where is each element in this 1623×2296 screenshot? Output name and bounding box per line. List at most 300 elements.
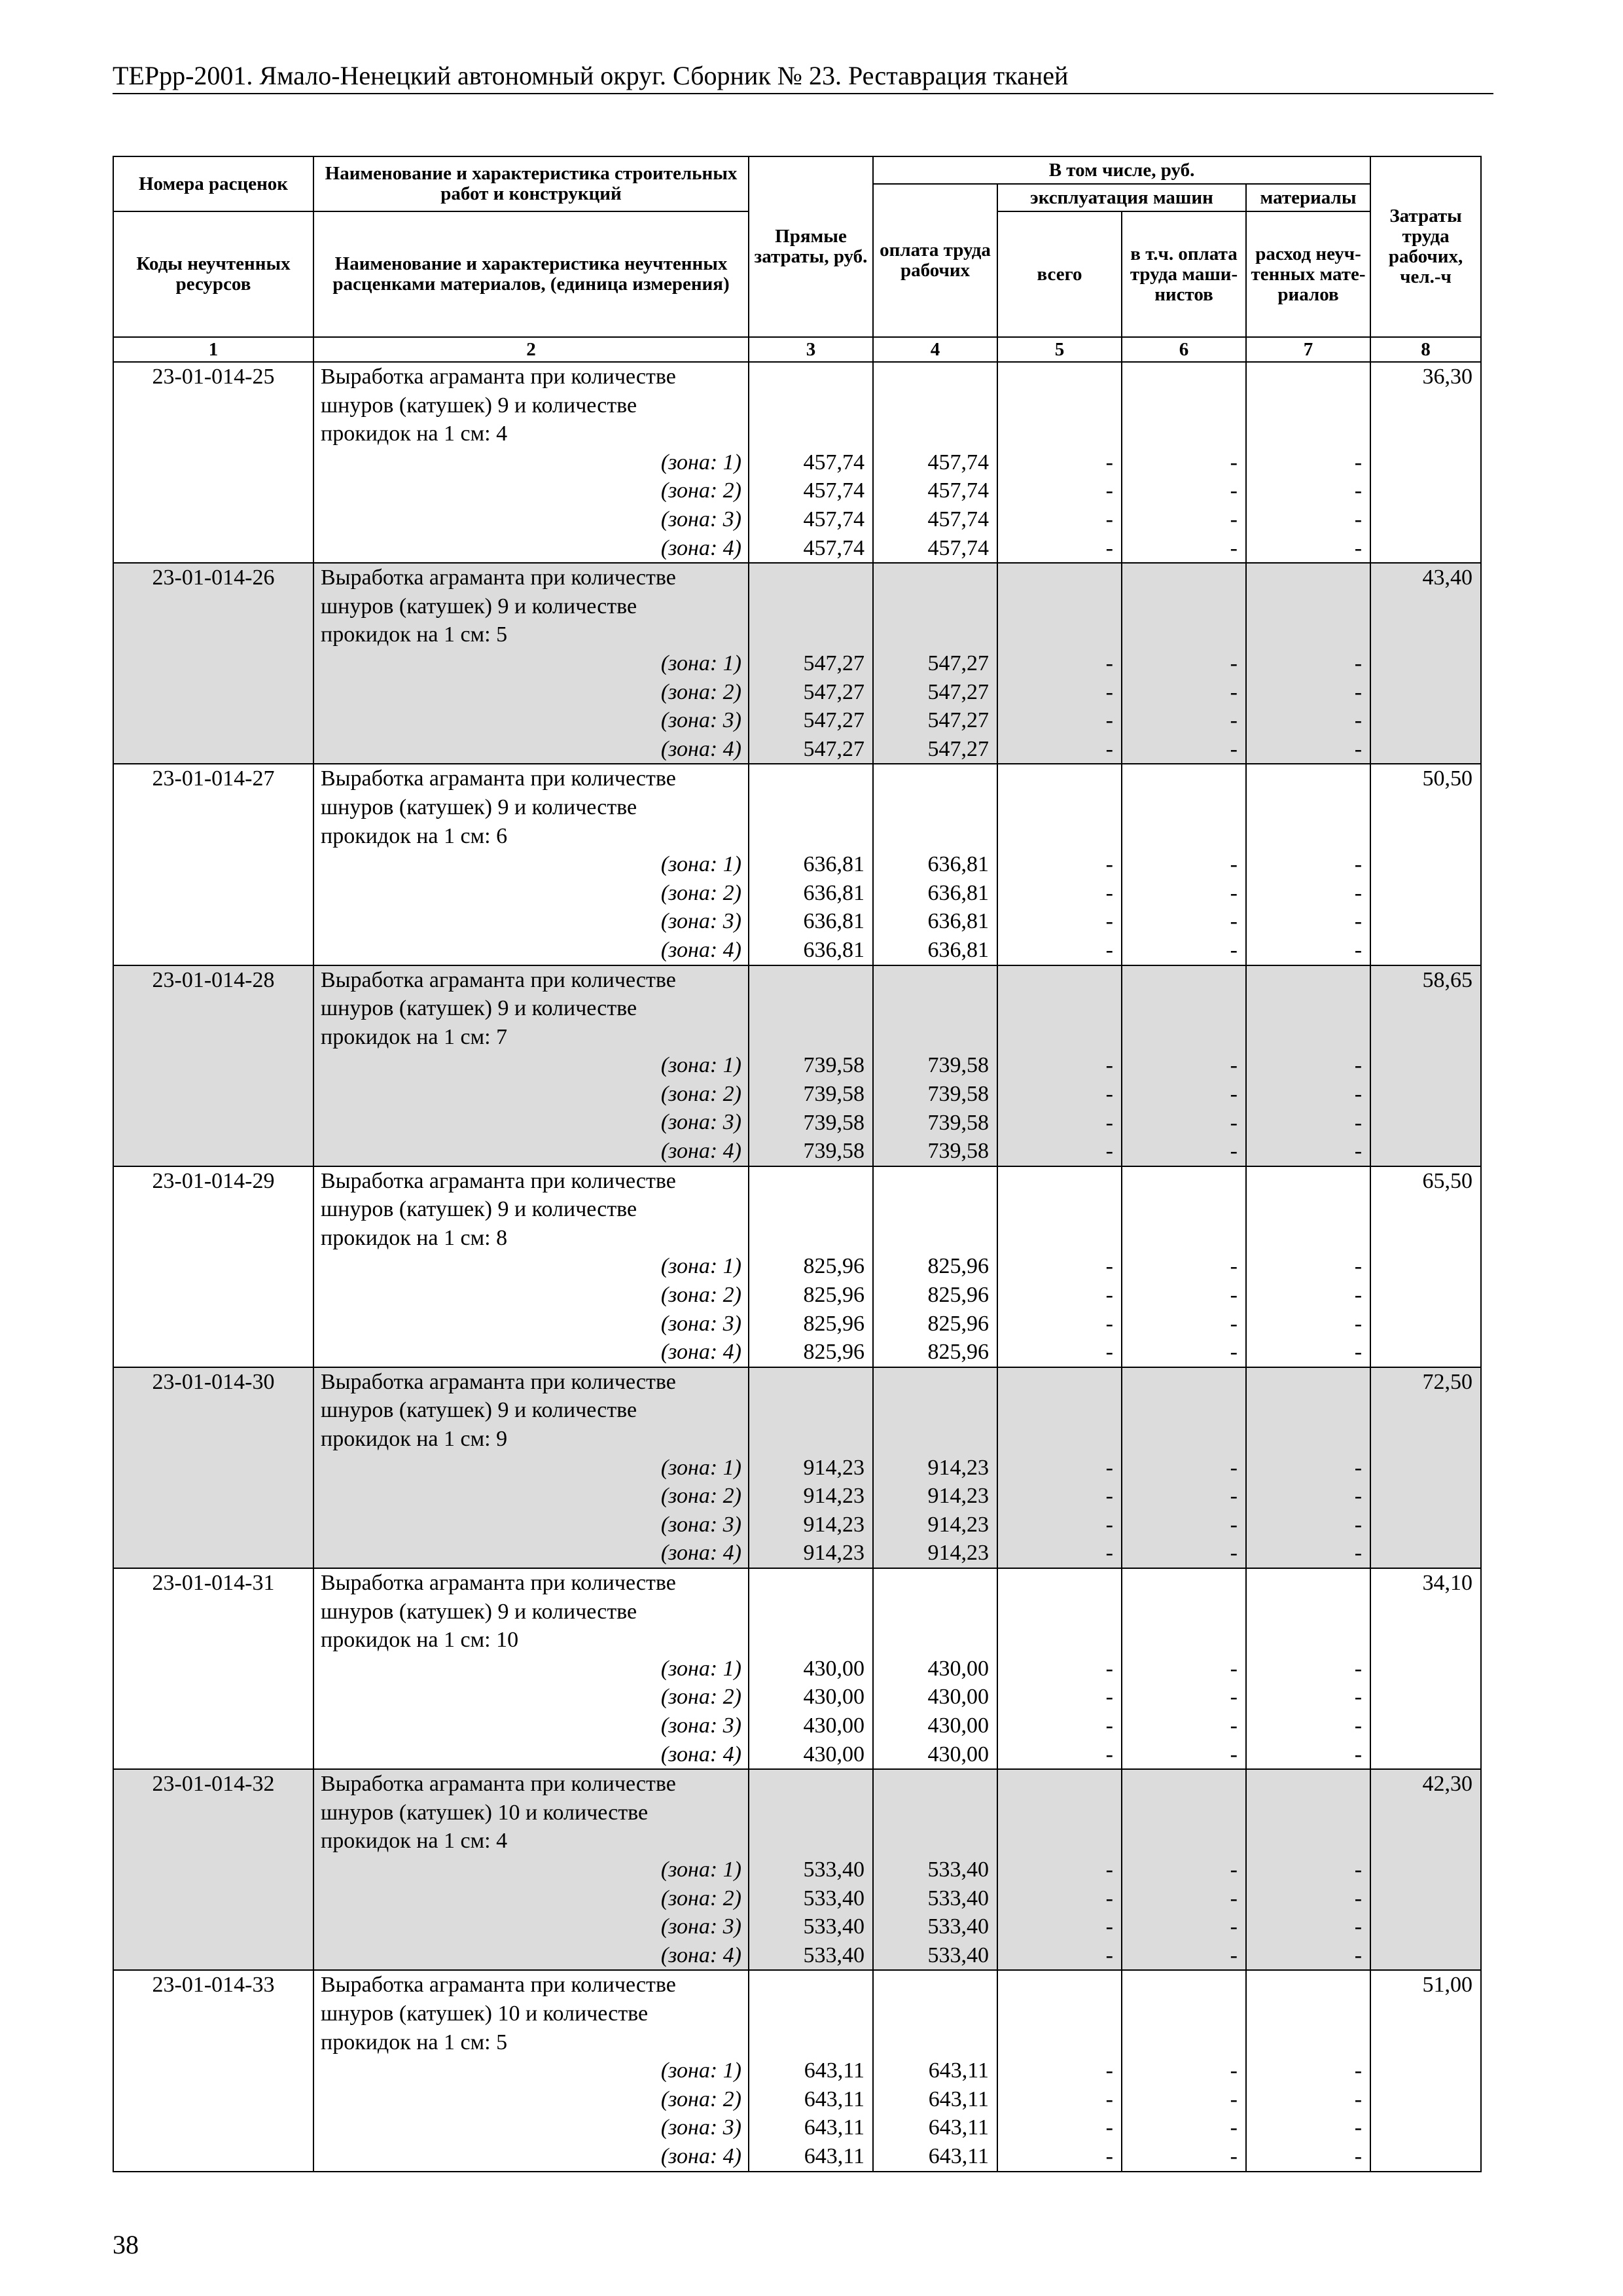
direct-cost-cell: [749, 764, 873, 965]
table-row: [113, 1769, 1481, 1970]
wage-cost: 636,81: [927, 937, 989, 962]
direct-cost: 430,00: [803, 1685, 865, 1710]
description-text: Выработка аграманта при количестве шнуров (катушек) 10 и количестве прокидок на 1 см: 4: [321, 1772, 676, 1854]
operator-wage: -: [1230, 1455, 1238, 1480]
direct-cost: 533,40: [803, 1943, 865, 1967]
zone-label: (зона: 4): [660, 1943, 741, 1967]
rate-description: [313, 1166, 749, 1367]
zone-label: (зона: 1): [660, 450, 741, 475]
wage-cost: 825,96: [927, 1283, 989, 1308]
materials-consumption-cell: [1246, 563, 1370, 764]
table-row: [113, 965, 1481, 1166]
rate-code-text: 23-01-014-26: [152, 565, 275, 590]
machines-total: -: [1105, 909, 1113, 934]
labor-cost: 34,10: [1422, 1571, 1473, 1596]
zone-label: (зона: 2): [660, 2087, 741, 2111]
wage-cost: 533,40: [927, 1943, 989, 1967]
labor-cost-cell: [1370, 1970, 1481, 2171]
direct-cost: 825,96: [803, 1254, 865, 1279]
zone-label: (зона: 3): [660, 1914, 741, 1939]
zone-label: (зона: 3): [660, 1311, 741, 1336]
machines-total-cell: [997, 1367, 1122, 1568]
zone-label: (зона: 2): [660, 1886, 741, 1910]
materials-consumption: -: [1354, 1254, 1363, 1279]
table-row: [113, 1568, 1481, 1769]
zone-label: (зона: 2): [660, 880, 741, 905]
zone-label: (зона: 2): [660, 1283, 741, 1308]
zone-label: (зона: 3): [660, 708, 741, 733]
operator-wage: -: [1230, 1139, 1238, 1164]
wage-cost: 430,00: [927, 1713, 989, 1738]
table-row: [113, 1970, 1481, 2171]
wage-cost: 914,23: [927, 1484, 989, 1509]
direct-cost: 533,40: [803, 1886, 865, 1910]
header-labor-costs: Затраты труда рабочих, чел.-ч: [1370, 156, 1481, 337]
zone-label: (зона: 4): [660, 1742, 741, 1767]
direct-cost: 914,23: [803, 1484, 865, 1509]
materials-consumption: -: [1354, 1340, 1363, 1365]
materials-consumption: -: [1354, 1857, 1363, 1882]
rate-code-text: 23-01-014-29: [152, 1168, 275, 1193]
rate-description: [313, 563, 749, 764]
zone-label: (зона: 1): [660, 651, 741, 675]
description-text: Выработка аграманта при количестве шнуров (катушек) 10 и количестве прокидок на 1 см: 5: [321, 1973, 676, 2054]
direct-cost-cell: [749, 1568, 873, 1769]
table-row: [113, 362, 1481, 563]
table-row: [113, 1367, 1481, 1568]
direct-cost: 636,81: [803, 852, 865, 877]
direct-cost: 636,81: [803, 880, 865, 905]
machines-total: -: [1105, 708, 1113, 733]
operator-wage: -: [1230, 852, 1238, 877]
operator-wage: -: [1230, 937, 1238, 962]
wage-cost-cell: [873, 965, 997, 1166]
wage-cost: 825,96: [927, 1340, 989, 1365]
operator-wage: -: [1230, 1886, 1238, 1910]
operator-wage: -: [1230, 1254, 1238, 1279]
direct-cost: 825,96: [803, 1340, 865, 1365]
materials-consumption: -: [1354, 909, 1363, 934]
wage-cost-cell: [873, 1568, 997, 1769]
operator-wage-cell: [1122, 764, 1246, 965]
materials-consumption: -: [1354, 1943, 1363, 1967]
machines-total: -: [1105, 478, 1113, 503]
wage-cost: 533,40: [927, 1857, 989, 1882]
wage-cost: 643,11: [928, 2115, 989, 2140]
operator-wage: -: [1230, 1512, 1238, 1537]
direct-cost: 457,74: [803, 478, 865, 503]
materials-consumption: -: [1354, 2087, 1363, 2111]
machines-total-cell: [997, 965, 1122, 1166]
wage-cost-cell: [873, 1367, 997, 1568]
machines-total: -: [1105, 450, 1113, 475]
machines-total: -: [1105, 2058, 1113, 2083]
direct-cost: 547,27: [803, 708, 865, 733]
zone-label: (зона: 2): [660, 478, 741, 503]
direct-cost: 457,74: [803, 507, 865, 531]
wage-cost-cell: [873, 362, 997, 563]
operator-wage: -: [1230, 1541, 1238, 1566]
rate-group: [113, 362, 1481, 563]
machines-total: -: [1105, 1254, 1113, 1279]
operator-wage-cell: [1122, 1970, 1246, 2171]
rate-code-text: 23-01-014-25: [152, 365, 275, 389]
rate-code-text: 23-01-014-28: [152, 967, 275, 992]
direct-cost: 739,58: [803, 1053, 865, 1078]
machines-total: -: [1105, 1311, 1113, 1336]
rate-description: [313, 1769, 749, 1970]
rate-group: [113, 965, 1481, 1166]
table-row: [113, 563, 1481, 764]
materials-consumption: -: [1354, 450, 1363, 475]
machines-total-cell: [997, 1970, 1122, 2171]
header-machines-total: всего: [997, 211, 1122, 337]
materials-consumption: -: [1354, 478, 1363, 503]
header-machines: эксплуатация машин: [997, 184, 1246, 211]
machines-total-cell: [997, 1568, 1122, 1769]
materials-consumption-cell: [1246, 764, 1370, 965]
wage-cost-cell: [873, 1769, 997, 1970]
machines-total: -: [1105, 1857, 1113, 1882]
materials-consumption: -: [1354, 651, 1363, 675]
zone-label: (зона: 3): [660, 1512, 741, 1537]
rates-table: [113, 156, 1482, 2172]
wage-cost: 636,81: [927, 852, 989, 877]
direct-cost: 547,27: [803, 679, 865, 704]
machines-total-cell: [997, 1166, 1122, 1367]
direct-cost: 914,23: [803, 1455, 865, 1480]
materials-consumption: -: [1354, 852, 1363, 877]
zone-label: (зона: 4): [660, 1340, 741, 1365]
materials-consumption-cell: [1246, 965, 1370, 1166]
direct-cost: 457,74: [803, 535, 865, 560]
materials-consumption: -: [1354, 2144, 1363, 2168]
machines-total: -: [1105, 679, 1113, 704]
description-text: Выработка аграманта при количестве шнуров (катушек) 9 и количестве прокидок на 1 см: 9: [321, 1369, 676, 1452]
direct-cost: 636,81: [803, 909, 865, 934]
direct-cost: 643,11: [804, 2115, 865, 2140]
materials-consumption: -: [1354, 1512, 1363, 1537]
labor-cost-cell: [1370, 1367, 1481, 1568]
column-number: 6: [1122, 337, 1246, 362]
rate-code: [113, 965, 313, 1166]
operator-wage-cell: [1122, 965, 1246, 1166]
direct-cost-cell: [749, 1970, 873, 2171]
rate-description: [313, 764, 749, 965]
wage-cost: 825,96: [927, 1311, 989, 1336]
operator-wage: -: [1230, 1110, 1238, 1135]
materials-consumption: -: [1354, 708, 1363, 733]
direct-cost: 739,58: [803, 1139, 865, 1164]
rate-code: [113, 1970, 313, 2171]
materials-consumption: -: [1354, 1484, 1363, 1509]
wage-cost: 457,74: [927, 478, 989, 503]
zone-label: (зона: 1): [660, 1455, 741, 1480]
machines-total: -: [1105, 1685, 1113, 1710]
description-text: Выработка аграманта при количестве шнуров (катушек) 9 и количестве прокидок на 1 см: 10: [321, 1571, 676, 1653]
rate-code: [113, 1166, 313, 1367]
column-number: 2: [313, 337, 749, 362]
header-wages: оплата труда рабочих: [873, 184, 997, 337]
zone-label: (зона: 3): [660, 507, 741, 531]
labor-cost-cell: [1370, 1568, 1481, 1769]
wage-cost: 739,58: [927, 1110, 989, 1135]
machines-total-cell: [997, 362, 1122, 563]
column-number: 7: [1246, 337, 1370, 362]
materials-consumption: -: [1354, 1656, 1363, 1681]
direct-cost: 739,58: [803, 1110, 865, 1135]
header-resource-codes: Коды неучтенных ресурсов: [113, 211, 313, 337]
wage-cost: 430,00: [927, 1656, 989, 1681]
materials-consumption-cell: [1246, 1367, 1370, 1568]
description-text: Выработка аграманта при количестве шнуров (катушек) 9 и количестве прокидок на 1 см: 8: [321, 1168, 676, 1250]
operator-wage: -: [1230, 1283, 1238, 1308]
rate-code: [113, 1769, 313, 1970]
operator-wage-cell: [1122, 1769, 1246, 1970]
wage-cost: 914,23: [927, 1455, 989, 1480]
operator-wage-cell: [1122, 563, 1246, 764]
column-number: 5: [997, 337, 1122, 362]
rate-description: [313, 1970, 749, 2171]
operator-wage: -: [1230, 679, 1238, 704]
direct-cost-cell: [749, 1166, 873, 1367]
rate-group: [113, 1568, 1481, 1769]
operator-wage: -: [1230, 1081, 1238, 1106]
zone-label: (зона: 4): [660, 1541, 741, 1566]
rate-code: [113, 1568, 313, 1769]
rate-group: [113, 1970, 1481, 2171]
rate-description: [313, 362, 749, 563]
zone-label: (зона: 1): [660, 1857, 741, 1882]
wage-cost: 739,58: [927, 1053, 989, 1078]
machines-total-cell: [997, 1769, 1122, 1970]
labor-cost-cell: [1370, 965, 1481, 1166]
direct-cost: 643,11: [804, 2087, 865, 2111]
operator-wage: -: [1230, 1943, 1238, 1967]
machines-total: -: [1105, 1340, 1113, 1365]
wage-cost: 643,11: [928, 2058, 989, 2083]
materials-consumption: -: [1354, 1886, 1363, 1910]
materials-consumption: -: [1354, 535, 1363, 560]
column-number: 8: [1370, 337, 1481, 362]
labor-cost: 58,65: [1422, 967, 1473, 992]
materials-consumption: -: [1354, 1713, 1363, 1738]
description-text: Выработка аграманта при количестве шнуров (катушек) 9 и количестве прокидок на 1 см: 6: [321, 766, 676, 848]
machines-total: -: [1105, 880, 1113, 905]
labor-cost-cell: [1370, 362, 1481, 563]
rate-group: [113, 1769, 1481, 1970]
wage-cost: 547,27: [927, 679, 989, 704]
direct-cost: 825,96: [803, 1283, 865, 1308]
page-header: ТЕРрр-2001. Ямало-Ненецкий автономный округ. Сборник № 23. Реставрация тканей: [113, 60, 1493, 94]
materials-consumption: -: [1354, 1742, 1363, 1767]
zone-label: (зона: 3): [660, 909, 741, 934]
wage-cost: 739,58: [927, 1081, 989, 1106]
operator-wage: -: [1230, 1311, 1238, 1336]
page-number: 38: [113, 2230, 139, 2259]
header-material-consumption: расход неуч- тенных мате- риалов: [1246, 211, 1370, 337]
machines-total: -: [1105, 1656, 1113, 1681]
materials-consumption: -: [1354, 1914, 1363, 1939]
materials-consumption-cell: [1246, 1166, 1370, 1367]
zone-label: (зона: 4): [660, 535, 741, 560]
table-row: [113, 764, 1481, 965]
materials-consumption: -: [1354, 1139, 1363, 1164]
zone-label: (зона: 1): [660, 1254, 741, 1279]
machines-total: -: [1105, 1283, 1113, 1308]
materials-consumption-cell: [1246, 1769, 1370, 1970]
labor-cost-cell: [1370, 1166, 1481, 1367]
header-rate-numbers: Номера расценок: [113, 156, 313, 211]
direct-cost: 533,40: [803, 1914, 865, 1939]
column-number: 1: [113, 337, 313, 362]
zone-label: (зона: 4): [660, 1139, 741, 1164]
rate-code-text: 23-01-014-32: [152, 1772, 275, 1797]
direct-cost: 533,40: [803, 1857, 865, 1882]
operator-wage: -: [1230, 450, 1238, 475]
machines-total: -: [1105, 1512, 1113, 1537]
direct-cost: 457,74: [803, 450, 865, 475]
wage-cost: 914,23: [927, 1541, 989, 1566]
operator-wage: -: [1230, 880, 1238, 905]
direct-cost: 430,00: [803, 1656, 865, 1681]
table-header: [113, 156, 1481, 362]
materials-consumption: -: [1354, 1541, 1363, 1566]
rate-code: [113, 1367, 313, 1568]
materials-consumption: -: [1354, 1455, 1363, 1480]
operator-wage: -: [1230, 708, 1238, 733]
machines-total: -: [1105, 1455, 1113, 1480]
direct-cost: 643,11: [804, 2144, 865, 2168]
column-numbers-row: [113, 337, 1481, 362]
wage-cost: 914,23: [927, 1512, 989, 1537]
machines-total-cell: [997, 764, 1122, 965]
zone-label: (зона: 4): [660, 937, 741, 962]
labor-cost-cell: [1370, 764, 1481, 965]
wage-cost-cell: [873, 563, 997, 764]
wage-cost: 636,81: [927, 880, 989, 905]
rate-description: [313, 1568, 749, 1769]
materials-consumption: -: [1354, 679, 1363, 704]
wage-cost: 457,74: [927, 450, 989, 475]
header-including: В том числе, руб.: [873, 156, 1370, 184]
header-materials: материалы: [1246, 184, 1370, 211]
labor-cost-cell: [1370, 563, 1481, 764]
labor-cost: 43,40: [1422, 565, 1473, 590]
rate-code-text: 23-01-014-31: [152, 1571, 275, 1596]
operator-wage: -: [1230, 1914, 1238, 1939]
machines-total: -: [1105, 2115, 1113, 2140]
direct-cost: 547,27: [803, 651, 865, 675]
operator-wage: -: [1230, 1857, 1238, 1882]
direct-cost: 430,00: [803, 1742, 865, 1767]
direct-cost-cell: [749, 1769, 873, 1970]
machines-total: -: [1105, 2144, 1113, 2168]
direct-cost-cell: [749, 965, 873, 1166]
operator-wage: -: [1230, 909, 1238, 934]
rate-code-text: 23-01-014-30: [152, 1369, 275, 1394]
direct-cost: 914,23: [803, 1541, 865, 1566]
direct-cost: 547,27: [803, 736, 865, 761]
machines-total: -: [1105, 1484, 1113, 1509]
operator-wage: -: [1230, 1685, 1238, 1710]
wage-cost: 825,96: [927, 1254, 989, 1279]
labor-cost: 36,30: [1422, 365, 1473, 389]
machines-total: -: [1105, 1081, 1113, 1106]
labor-cost: 72,50: [1422, 1369, 1473, 1394]
wage-cost: 643,11: [928, 2144, 989, 2168]
wage-cost: 457,74: [927, 535, 989, 560]
materials-consumption: -: [1354, 1283, 1363, 1308]
direct-cost-cell: [749, 1367, 873, 1568]
operator-wage: -: [1230, 1053, 1238, 1078]
zone-label: (зона: 2): [660, 679, 741, 704]
operator-wage: -: [1230, 2115, 1238, 2140]
machines-total: -: [1105, 535, 1113, 560]
operator-wage: -: [1230, 507, 1238, 531]
operator-wage: -: [1230, 1484, 1238, 1509]
rate-code: [113, 764, 313, 965]
machines-total: -: [1105, 1713, 1113, 1738]
zone-label: (зона: 1): [660, 1053, 741, 1078]
rate-group: [113, 1367, 1481, 1568]
materials-consumption-cell: [1246, 1568, 1370, 1769]
wage-cost: 430,00: [927, 1685, 989, 1710]
materials-consumption: -: [1354, 2058, 1363, 2083]
machines-total: -: [1105, 937, 1113, 962]
description-text: Выработка аграманта при количестве шнуров (катушек) 9 и количестве прокидок на 1 см: 5: [321, 565, 676, 647]
machines-total: -: [1105, 507, 1113, 531]
zone-label: (зона: 2): [660, 1081, 741, 1106]
wage-cost: 636,81: [927, 909, 989, 934]
wage-cost-cell: [873, 1970, 997, 2171]
materials-consumption: -: [1354, 937, 1363, 962]
materials-consumption: -: [1354, 1081, 1363, 1106]
direct-cost: 643,11: [804, 2058, 865, 2083]
operator-wage-cell: [1122, 1568, 1246, 1769]
direct-cost: 739,58: [803, 1081, 865, 1106]
direct-cost-cell: [749, 362, 873, 563]
operator-wage: -: [1230, 736, 1238, 761]
wage-cost: 533,40: [927, 1914, 989, 1939]
rate-group: [113, 764, 1481, 965]
zone-label: (зона: 3): [660, 2115, 741, 2140]
machines-total: -: [1105, 1053, 1113, 1078]
zone-label: (зона: 2): [660, 1484, 741, 1509]
labor-cost-cell: [1370, 1769, 1481, 1970]
wage-cost: 739,58: [927, 1139, 989, 1164]
operator-wage: -: [1230, 2058, 1238, 2083]
direct-cost: 914,23: [803, 1512, 865, 1537]
machines-total: -: [1105, 1886, 1113, 1910]
zone-label: (зона: 1): [660, 1656, 741, 1681]
operator-wage: -: [1230, 2144, 1238, 2168]
materials-consumption: -: [1354, 1311, 1363, 1336]
materials-consumption-cell: [1246, 1970, 1370, 2171]
operator-wage: -: [1230, 2087, 1238, 2111]
rate-code: [113, 563, 313, 764]
machines-total: -: [1105, 651, 1113, 675]
machines-total: -: [1105, 1110, 1113, 1135]
wage-cost: 547,27: [927, 708, 989, 733]
description-text: Выработка аграманта при количестве шнуров (катушек) 9 и количестве прокидок на 1 см: 7: [321, 967, 676, 1049]
materials-consumption: -: [1354, 507, 1363, 531]
machines-total: -: [1105, 1943, 1113, 1967]
operator-wage-cell: [1122, 362, 1246, 563]
zone-label: (зона: 4): [660, 736, 741, 761]
machines-total: -: [1105, 2087, 1113, 2111]
materials-consumption: -: [1354, 1685, 1363, 1710]
